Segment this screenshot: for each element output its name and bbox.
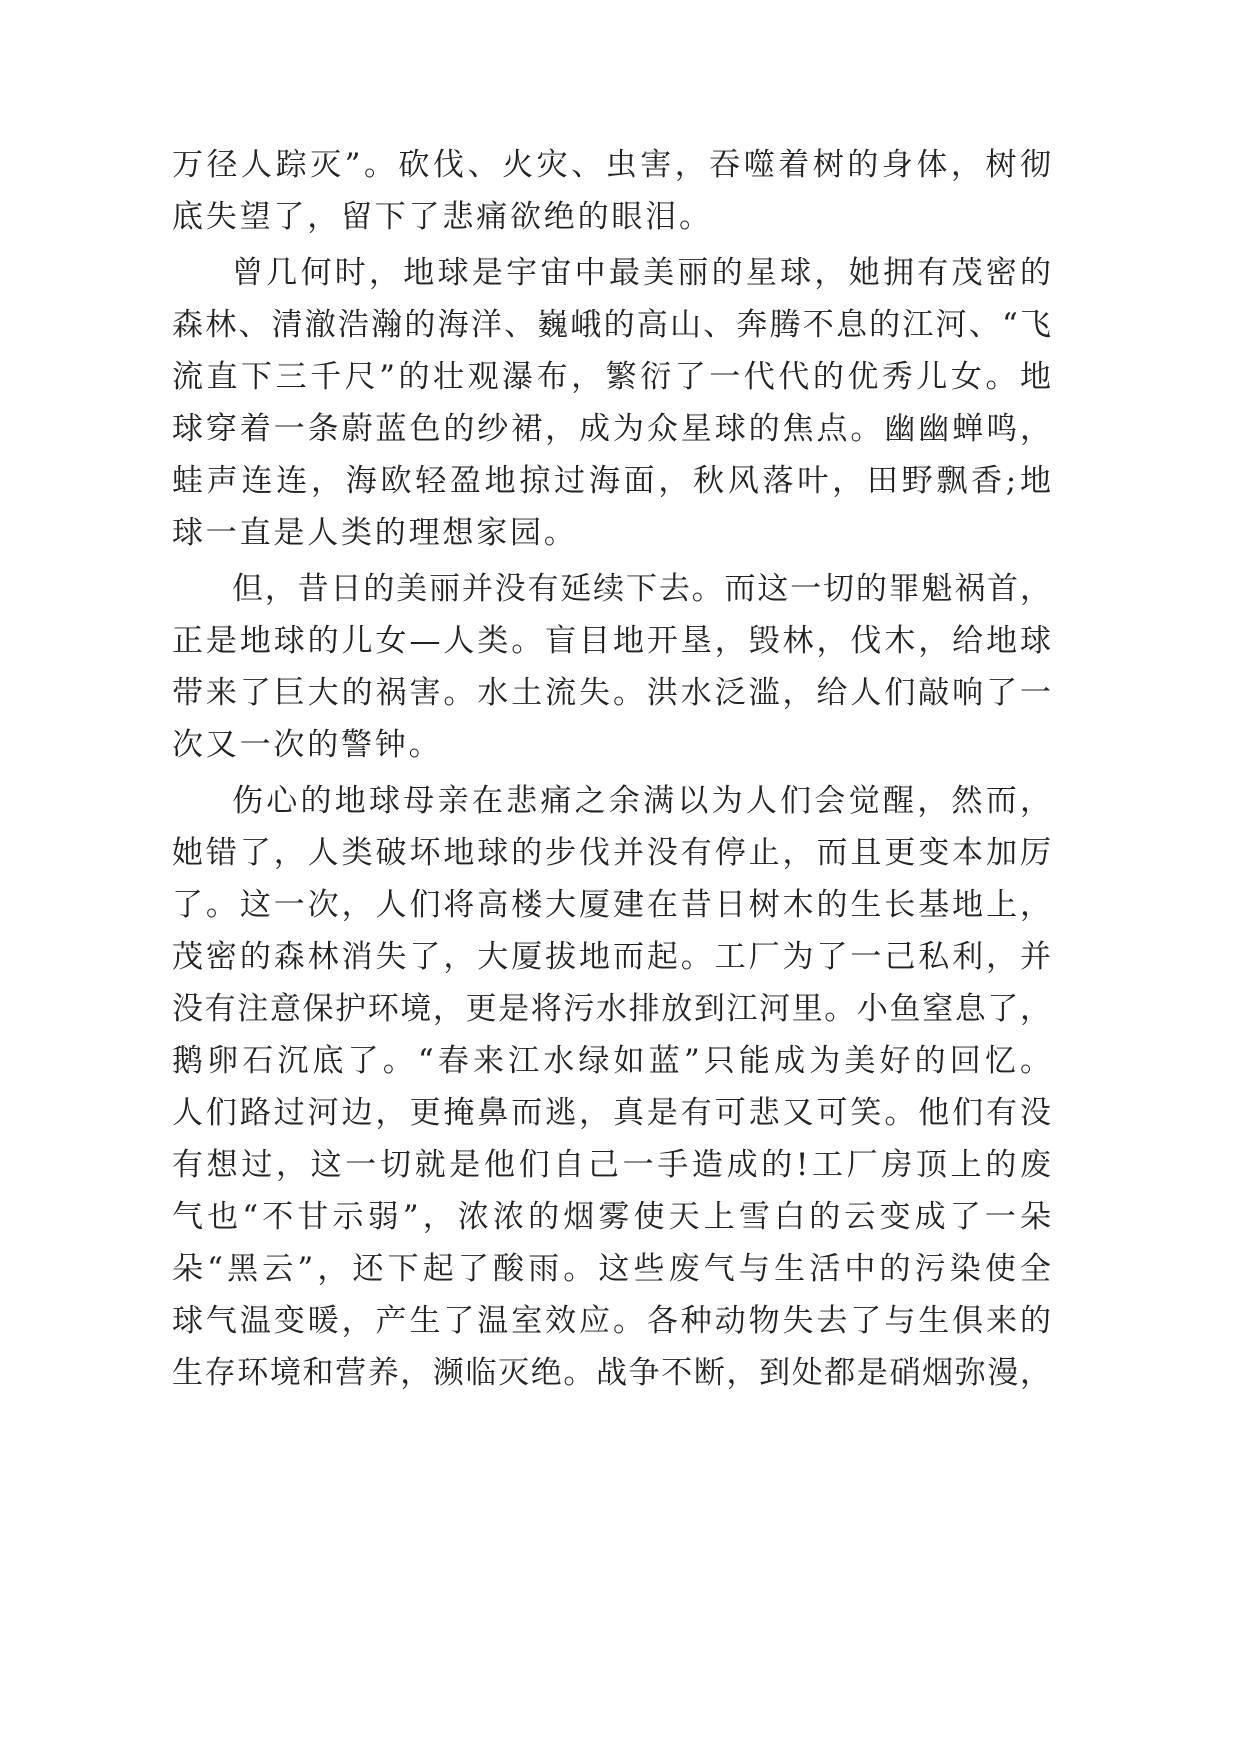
- text-line: 曾几何时，地球是宇宙中最美丽的星球，她拥有茂密的: [232, 255, 1052, 291]
- text-line: 人们路过河边，更掩鼻而逃，真是有可悲又可笑。他们有没: [172, 1095, 1052, 1131]
- text-line: 茂密的森林消失了，大厦拔地而起。工厂为了一己私利，并: [172, 939, 1052, 975]
- text-line: 次又一次的警钟。: [172, 727, 443, 763]
- text-line: 朵“黑云”，还下起了酸雨。这些废气与生活中的污染使全: [172, 1251, 1052, 1287]
- text-line: 球一直是人类的理想家园。: [172, 515, 578, 551]
- text-line: 伤心的地球母亲在悲痛之余满以为人们会觉醒，然而，: [232, 783, 1052, 819]
- text-line: 流直下三千尺”的壮观瀑布，繁衍了一代代的优秀儿女。地: [172, 359, 1052, 395]
- text-line: 她错了，人类破坏地球的步伐并没有停止，而且更变本加厉: [172, 835, 1052, 871]
- text-line: 没有注意保护环境，更是将污水排放到江河里。小鱼窒息了，: [172, 991, 1052, 1027]
- paragraph: [172, 775, 1052, 1399]
- text-line: 蛙声连连，海欧轻盈地掠过海面，秋风落叶，田野飘香;地: [172, 463, 1052, 499]
- text-line: 了。这一次，人们将高楼大厦建在昔日树木的生长基地上，: [172, 887, 1052, 923]
- text-line: 万径人踪灭”。砍伐、火灾、虫害，吞噬着树的身体，树彻: [172, 147, 1052, 183]
- text-line: 鹅卵石沉底了。“春来江水绿如蓝”只能成为美好的回忆。: [172, 1043, 1052, 1079]
- text-line: 正是地球的儿女—人类。盲目地开垦，毁林，伐木，给地球: [172, 623, 1052, 659]
- text-line: 森林、清澈浩瀚的海洋、巍峨的高山、奔腾不息的江河、“飞: [172, 307, 1052, 343]
- text-line: 带来了巨大的祸害。水土流失。洪水泛滥，给人们敲响了一: [172, 675, 1052, 711]
- paragraph: [172, 563, 1052, 771]
- text-line: 但，昔日的美丽并没有延续下去。而这一切的罪魁祸首，: [232, 571, 1052, 607]
- text-line: 底失望了，留下了悲痛欲绝的眼泪。: [172, 199, 713, 235]
- paragraph: [172, 139, 1052, 243]
- text-line: 气也“不甘示弱”，浓浓的烟雾使天上雪白的云变成了一朵: [172, 1199, 1052, 1235]
- text-line: 球穿着一条蔚蓝色的纱裙，成为众星球的焦点。幽幽蝉鸣，: [172, 411, 1052, 447]
- text-line: 球气温变暖，产生了温室效应。各种动物失去了与生俱来的: [172, 1303, 1052, 1339]
- body-text: [172, 139, 1052, 1399]
- text-line: 生存环境和营养，濒临灭绝。战争不断，到处都是硝烟弥漫，: [172, 1355, 1052, 1391]
- paragraph: [172, 247, 1052, 559]
- text-line: 有想过，这一切就是他们自己一手造成的!工厂房顶上的废: [172, 1147, 1052, 1183]
